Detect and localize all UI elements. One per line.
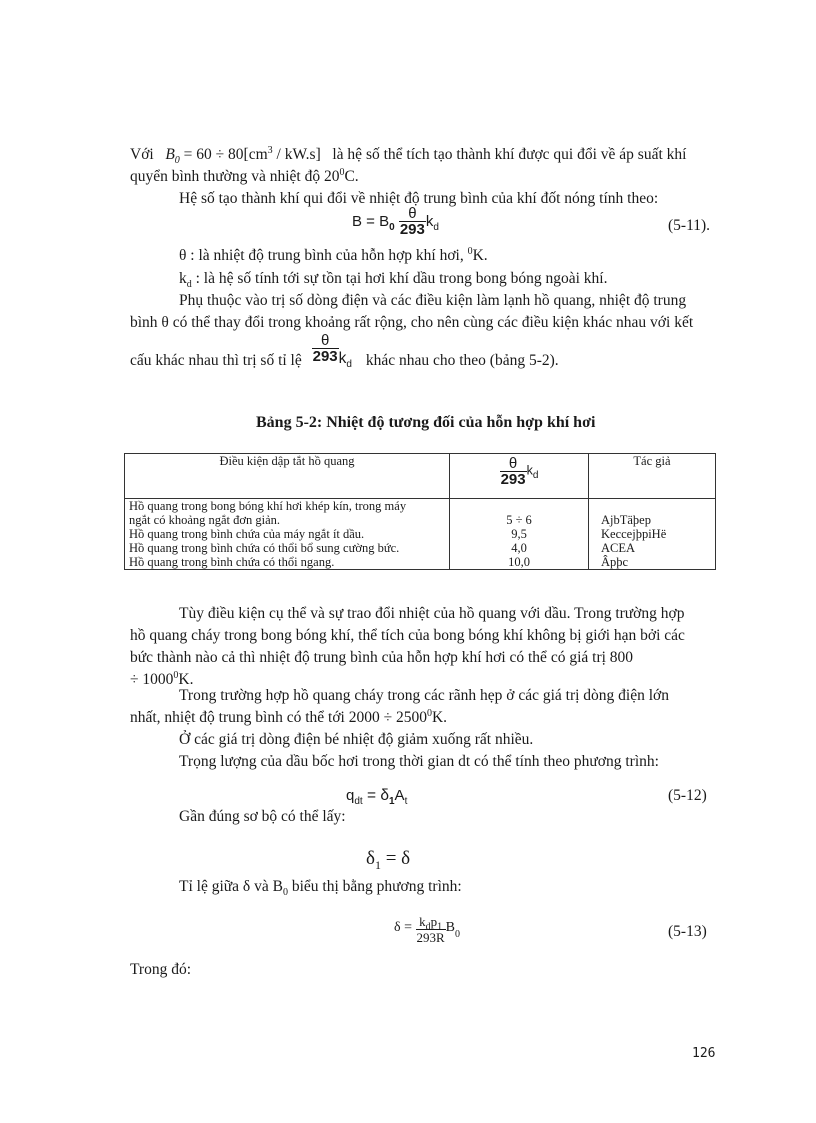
condition-item: Hồ quang trong bình chứa có thổi bổ sung cường bức.	[129, 541, 400, 555]
value-item: 5 ÷ 6	[506, 513, 532, 527]
theta-definition	[179, 245, 488, 267]
author-item: Âpþc	[601, 555, 629, 569]
value-item: 9,5	[511, 527, 527, 541]
text-prefix: Với	[130, 146, 154, 163]
tuy-line1: Tùy điều kiện cụ thể và sự trao đổi nhiệt của hồ quang với dầu. Trong trường hợp	[179, 605, 685, 622]
degree-sup: 0	[467, 245, 473, 257]
frac-num: $k_dp_1$	[419, 914, 443, 933]
value-item: 10,0	[508, 555, 530, 569]
eq-lhs: δ =	[394, 920, 412, 936]
text-segment: nhất, nhiệt độ trung bình có thể tới 2000 ÷ 2500	[130, 709, 427, 726]
frac-num: θ	[508, 455, 518, 472]
text-segment: khác nhau cho theo (bảng 5-2).	[365, 351, 559, 369]
eq-delta-sub: 1	[374, 857, 381, 872]
conditions-cell	[125, 499, 450, 570]
table-body-row	[125, 499, 716, 570]
eq-q: q	[346, 787, 355, 804]
kd-definition	[179, 268, 607, 290]
b0-sub: 0	[282, 887, 288, 899]
eq-lhs-sub: 0	[389, 221, 395, 233]
text-segment: cấu khác nhau thì trị số tỉ lệ	[130, 351, 302, 369]
tronghop-line1: Trong trường hợp hồ quang cháy trong các rãnh hẹp ở các giá trị dòng điện lớn	[179, 687, 669, 704]
authors-cell	[589, 499, 716, 570]
header-ratio	[450, 454, 589, 499]
equation-delta	[366, 848, 410, 870]
b0-description: là hệ số thể tích tạo thành khí được qui đổi về áp suất khí	[332, 146, 687, 163]
header-author: Tác giả	[589, 454, 716, 499]
eq-q-sub: dt	[354, 796, 363, 807]
author-item	[601, 499, 711, 513]
condition-item: Hồ quang trong bình chứa có thổi ngang.	[129, 555, 335, 569]
eq-mid-sub: 1	[388, 796, 395, 807]
condition-item: Hồ quang trong bình chứa của máy ngắt ít dầu.	[129, 527, 365, 541]
tuy-line2: hồ quang cháy trong bong bóng khí, thể tích của bong bóng khí không bị giới hạn bởi các	[130, 627, 685, 644]
table-header-row	[125, 454, 716, 499]
kd-symbol: k	[179, 270, 187, 287]
b0-definition-line1	[130, 144, 686, 166]
depend-line2: bình θ có thể thay đổi trong khoảng rất rộng, cho nên cùng các điều kiện khác nhau với kết	[130, 314, 694, 331]
frac-num: θ	[408, 205, 417, 222]
equation-label-5-13: (5-13)	[668, 923, 707, 940]
frac-den: 293R	[416, 930, 445, 945]
eq-a-sub: t	[404, 796, 408, 807]
coef-paragraph: Hệ số tạo thành khí qui đổi về nhiệt độ trung bình của khí đốt nóng tính theo:	[179, 190, 659, 207]
text-segment: C.	[344, 168, 359, 185]
degree-sup: 0	[339, 166, 345, 178]
eq-k: k	[425, 212, 434, 230]
frac-den: 293	[312, 348, 338, 365]
tuy-line3: bức thành nào cả thì nhiệt độ trung bình của hỗn hợp khí hơi có thể có giá trị 800	[130, 649, 634, 666]
value-item: 4,0	[511, 541, 527, 555]
condition-item: Hồ quang trong bong bóng khí hơi khép kín, trong máy	[129, 499, 407, 513]
eq-b: B	[445, 920, 456, 936]
b0-unit-exponent: 3	[267, 144, 273, 156]
frac-k: $k_d$	[338, 349, 352, 370]
fraction-theta-293	[399, 206, 426, 238]
eq-b-sub: 0	[455, 929, 461, 941]
table-title: Bảng 5-2: Nhiệt độ tương đối của hỗn hợp khí hơi	[256, 414, 596, 431]
text-segment: K.	[472, 247, 488, 264]
values-cell	[450, 499, 589, 570]
kd-sub: d	[186, 279, 192, 291]
fraction-theta-293-inline	[312, 333, 339, 365]
trong-do: Trong đó:	[130, 961, 192, 978]
condition-item: ngắt có khoảng ngắt đơn giản.	[129, 513, 281, 527]
eq-k-sub: d	[433, 221, 439, 233]
frac-num: θ	[320, 332, 330, 349]
frac-k-sub: d	[532, 469, 539, 481]
text-segment: K.	[178, 671, 194, 688]
equation-5-13	[394, 914, 460, 946]
text-segment: quyển bình thường và nhiệt độ 20	[130, 168, 340, 185]
depend-line3	[130, 332, 559, 370]
text-segment: θ : là nhiệt độ trung bình của hỗn hợp khí hơi,	[179, 247, 468, 264]
eq-lhs: B = B	[352, 212, 390, 230]
tronghop-line2	[130, 707, 447, 729]
text-segment: Tỉ lệ giữa δ và B	[179, 878, 283, 895]
ratio-paragraph	[179, 876, 462, 898]
text-segment: biểu thị bằng phương trình:	[287, 878, 462, 895]
b0-symbol: $B_0$	[165, 146, 180, 167]
b0-unit: / kW.s]	[272, 146, 321, 163]
b0-definition-line2	[130, 166, 359, 188]
text-segment: : là hệ số tính tới sự tồn tại hơi khí dầu trong bong bóng ngoài khí.	[191, 270, 608, 287]
depend-line1: Phụ thuộc vào trị số dòng điện và các điều kiện làm lạnh hồ quang, nhiệt độ trung	[179, 292, 687, 309]
header-condition: Điều kiện dập tắt hồ quang	[125, 454, 450, 499]
degree-sup: 0	[173, 669, 179, 681]
author-item: KeccejþpiHë	[601, 527, 667, 541]
equation-5-12	[346, 785, 407, 807]
eq-a: A	[394, 787, 405, 804]
value-item	[454, 499, 584, 513]
author-item: AjbTäþep	[601, 513, 651, 527]
degree-sup: 0	[426, 707, 432, 719]
author-item: ACEA	[601, 541, 636, 555]
frac-den: 293	[399, 221, 425, 238]
text-segment: K.	[431, 709, 448, 726]
b0-value: = 60 ÷ 80[cm	[179, 146, 268, 163]
gas-temperature-table	[124, 453, 716, 570]
text-segment: ÷ 1000	[130, 671, 174, 688]
small-current-paragraph: Ở các giá trị dòng điện bé nhiệt độ giảm xuống rất nhiều.	[179, 731, 534, 748]
approx-paragraph: Gần đúng sơ bộ có thể lấy:	[179, 808, 346, 825]
equation-label-5-12: (5-12)	[668, 787, 707, 804]
eq-delta-rhs: = δ	[380, 848, 411, 869]
eq-mid: = δ	[362, 787, 389, 804]
frac-k: k	[526, 463, 533, 478]
eq-delta-lhs: δ	[366, 848, 375, 869]
equation-5-11	[352, 206, 439, 238]
frac-den: 293	[500, 471, 526, 488]
equation-label-5-11: (5-11).	[668, 217, 711, 234]
page-number: 126	[692, 1046, 716, 1061]
fraction-kd-p1	[416, 914, 446, 946]
weight-paragraph: Trọng lượng của dầu bốc hơi trong thời gian dt có thể tính theo phương trình:	[179, 753, 659, 770]
